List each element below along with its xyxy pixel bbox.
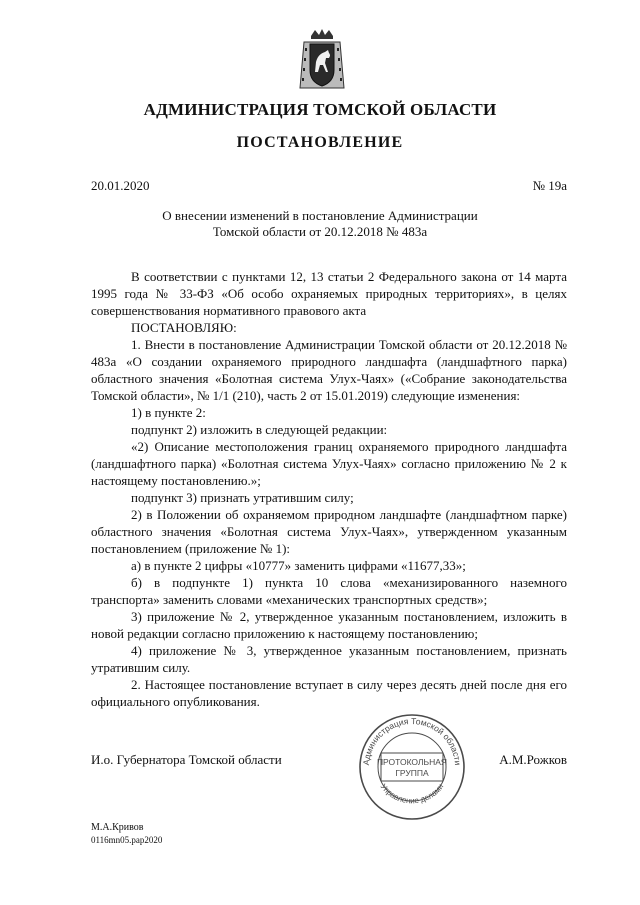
- paragraph: В соответствии с пунктами 12, 13 статьи 2 Федерального закона от 14 марта 1995 года № 33-ФЗ «Об особо охраняемых природных территориях», в целях совершенствования нормативного правового акта: [91, 269, 567, 318]
- paragraph: 1) в пункте 2:: [131, 405, 206, 420]
- paragraph: подпункт 2) изложить в следующей редакции:: [131, 422, 388, 437]
- paragraph: «2) Описание местоположения границ охраняемого природного ландшафта (ландшафтного парка) «Болотная система Улух-Чаях» согласно приложению № 2 к настоящему постановлению.»;: [91, 439, 567, 488]
- document-body: [91, 268, 567, 710]
- paragraph: 4) приложение № 3, утвержденное указанным постановлением, признать утратившим силу.: [91, 643, 567, 675]
- subject-line: Томской области от 20.12.2018 № 483а: [212, 224, 428, 239]
- svg-text:Управление делами: [379, 782, 446, 805]
- official-stamp: [357, 712, 467, 822]
- stamp-line: ПРОТОКОЛЬНАЯ: [376, 757, 448, 767]
- paragraph: ПОСТАНОВЛЯЮ:: [131, 320, 237, 335]
- document-number: № 19а: [532, 178, 567, 193]
- document-type: ПОСТАНОВЛЕНИЕ: [236, 134, 404, 151]
- paragraph: а) в пункте 2 цифры «10777» заменить цифрами «11677,33»;: [131, 558, 466, 573]
- paragraph: 1. Внести в постановление Администрации Томской области от 20.12.2018 № 483а «О создании охраняемого природного ландшафта (ландшафтного парка) областного значения «Болотная система Улух-Чаях» («Собрание законодательства Томской области», № 1/1 (210), часть 2 от 15.01.2019) следующие изменения:: [91, 337, 567, 403]
- stamp-line: ГРУППА: [395, 768, 429, 778]
- paragraph: б) в подпункте 1) пункта 10 слова «механизированного наземного транспорта» заменить словами «механических транспортных средств»;: [91, 575, 567, 607]
- paragraph: 3) приложение № 2, утвержденное указанным постановлением, изложить в новой редакции согласно приложению к настоящему постановлению;: [91, 609, 567, 641]
- executor-name: М.А.Кривов: [91, 822, 144, 833]
- stamp-ring-text: Администрация Томской области: [360, 715, 464, 766]
- paragraph: 2) в Положении об охраняемом природном ландшафте (ландшафтном парке) областного значения «Болотная система Улух-Чаях», утвержденном указанным постановлением (приложение № 1):: [91, 507, 567, 556]
- paragraph: 2. Настоящее постановление вступает в силу через десять дней после дня его официального опубликования.: [91, 677, 567, 709]
- subject-line: О внесении изменений в постановление Администрации: [162, 208, 478, 223]
- stamp-bottom-text: Управление делами: [378, 782, 446, 806]
- document-date: 20.01.2020: [91, 178, 150, 193]
- signatory-position: И.о. Губернатора Томской области: [91, 752, 282, 767]
- signatory-name: А.М.Рожков: [499, 752, 567, 767]
- coat-of-arms-icon: [298, 28, 346, 92]
- file-code: 0116mn05.pap2020: [91, 835, 163, 845]
- document-footer: [91, 822, 162, 846]
- paragraph: подпункт 3) признать утратившим силу;: [131, 490, 354, 505]
- document-subject: [0, 208, 640, 240]
- organization-title: АДМИНИСТРАЦИЯ ТОМСКОЙ ОБЛАСТИ: [143, 100, 497, 119]
